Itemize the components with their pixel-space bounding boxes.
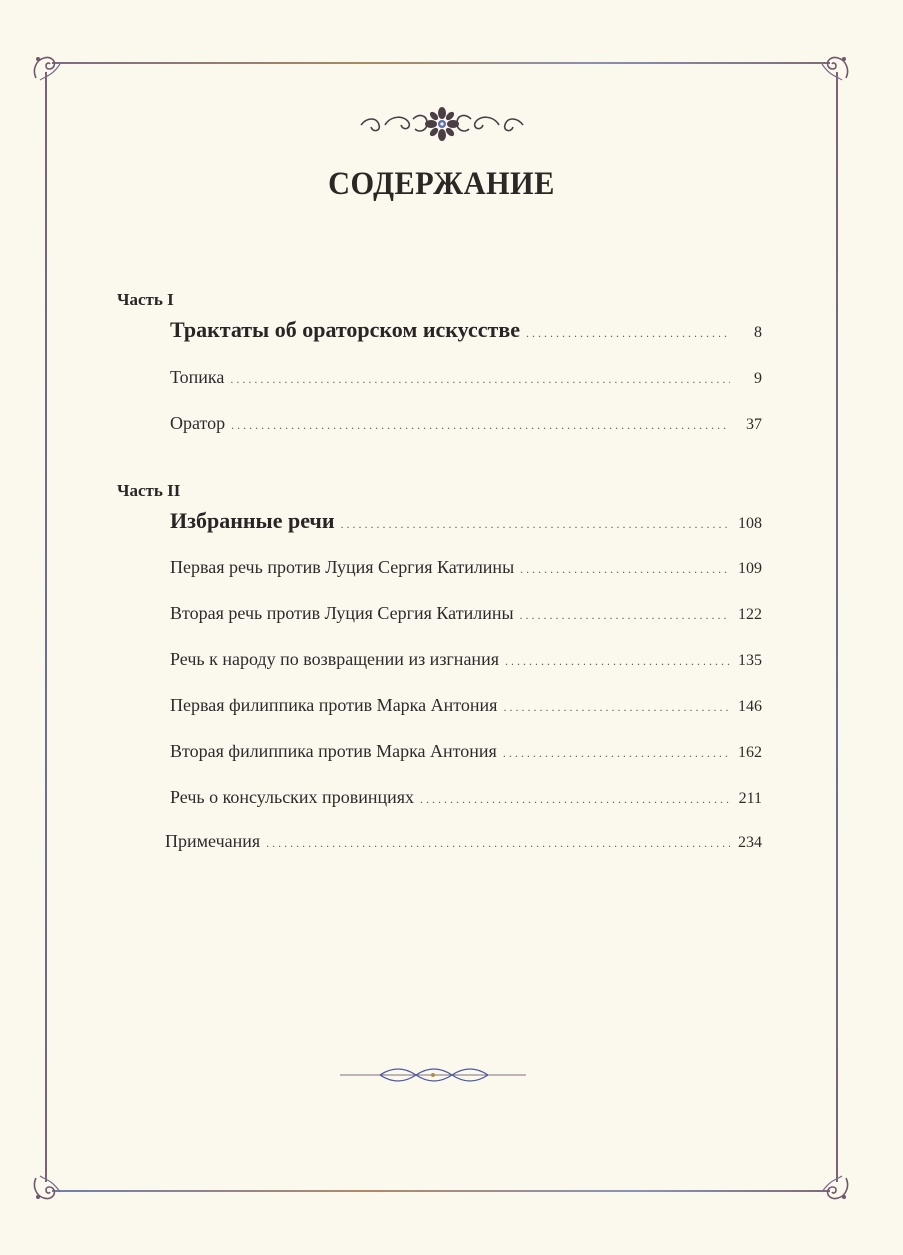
frame-left-border bbox=[45, 72, 47, 1182]
toc-entry-row[interactable] bbox=[170, 787, 762, 808]
leader-dots bbox=[520, 562, 730, 578]
corner-flourish-icon bbox=[818, 1172, 852, 1206]
part-label: Часть II bbox=[117, 481, 181, 500]
corner-flourish-icon bbox=[30, 1172, 64, 1206]
toc-entry-row[interactable] bbox=[170, 413, 762, 434]
corner-flourish-icon bbox=[818, 50, 852, 84]
leader-dots bbox=[526, 326, 730, 342]
leader-dots bbox=[503, 700, 730, 716]
toc-page-number: 109 bbox=[738, 560, 762, 577]
toc-section-title: Трактаты об ораторском искусстве bbox=[170, 317, 520, 342]
toc-entry-title: Первая речь против Луция Сергия Катилины bbox=[170, 557, 515, 577]
toc-entry-row[interactable] bbox=[170, 649, 762, 670]
toc-page-number: 9 bbox=[754, 370, 762, 387]
floral-ornament-icon bbox=[357, 105, 527, 143]
toc-page-number: 211 bbox=[738, 790, 762, 807]
leader-dots bbox=[230, 372, 730, 388]
toc-page-number: 8 bbox=[754, 324, 762, 341]
toc-section-title: Избранные речи bbox=[170, 508, 335, 533]
toc-entry-title: Вторая речь против Луция Сергия Катилины bbox=[170, 603, 514, 623]
toc-entry-title: Оратор bbox=[170, 413, 226, 433]
toc-entry-title: Речь к народу по возвращении из изгнания bbox=[170, 649, 499, 669]
toc-page-number: 146 bbox=[738, 698, 762, 715]
toc-page-number: 162 bbox=[738, 744, 762, 761]
toc-entry-title: Примечания bbox=[165, 831, 261, 851]
corner-flourish-icon bbox=[30, 50, 64, 84]
toc-page-number: 234 bbox=[738, 834, 762, 851]
toc-entry-title: Речь о консульских провинциях bbox=[170, 787, 415, 807]
toc-entry-row[interactable] bbox=[170, 603, 762, 624]
part-label: Часть I bbox=[117, 290, 174, 309]
toc-entry-row[interactable] bbox=[170, 695, 762, 716]
toc-page-number: 108 bbox=[738, 515, 762, 532]
page-title: СОДЕРЖАНИЕ bbox=[328, 166, 555, 202]
toc-page-number: 122 bbox=[738, 606, 762, 623]
toc-section-row[interactable] bbox=[170, 317, 762, 343]
toc-entry-title: Топика bbox=[170, 367, 225, 387]
toc-entry-row[interactable] bbox=[170, 367, 762, 388]
toc-page-number: 135 bbox=[738, 652, 762, 669]
frame-top-border bbox=[52, 62, 830, 64]
leader-dots bbox=[420, 792, 730, 808]
toc-entry-title: Первая филиппика против Марка Антония bbox=[170, 695, 498, 715]
leader-dots bbox=[520, 608, 730, 624]
leader-dots bbox=[505, 654, 730, 670]
toc-section-row[interactable] bbox=[170, 508, 762, 534]
leader-dots bbox=[231, 418, 730, 434]
frame-right-border bbox=[836, 72, 838, 1182]
toc-entry-row[interactable] bbox=[170, 557, 762, 578]
leader-dots bbox=[266, 836, 730, 852]
frame-bottom-border bbox=[52, 1190, 830, 1192]
divider-ornament-icon bbox=[340, 1064, 526, 1086]
leader-dots bbox=[503, 746, 730, 762]
toc-page-number: 37 bbox=[746, 416, 762, 433]
leader-dots bbox=[341, 517, 730, 533]
toc-entry-row[interactable] bbox=[165, 831, 762, 852]
toc-entry-title: Вторая филиппика против Марка Антония bbox=[170, 741, 497, 761]
toc-entry-row[interactable] bbox=[170, 741, 762, 762]
